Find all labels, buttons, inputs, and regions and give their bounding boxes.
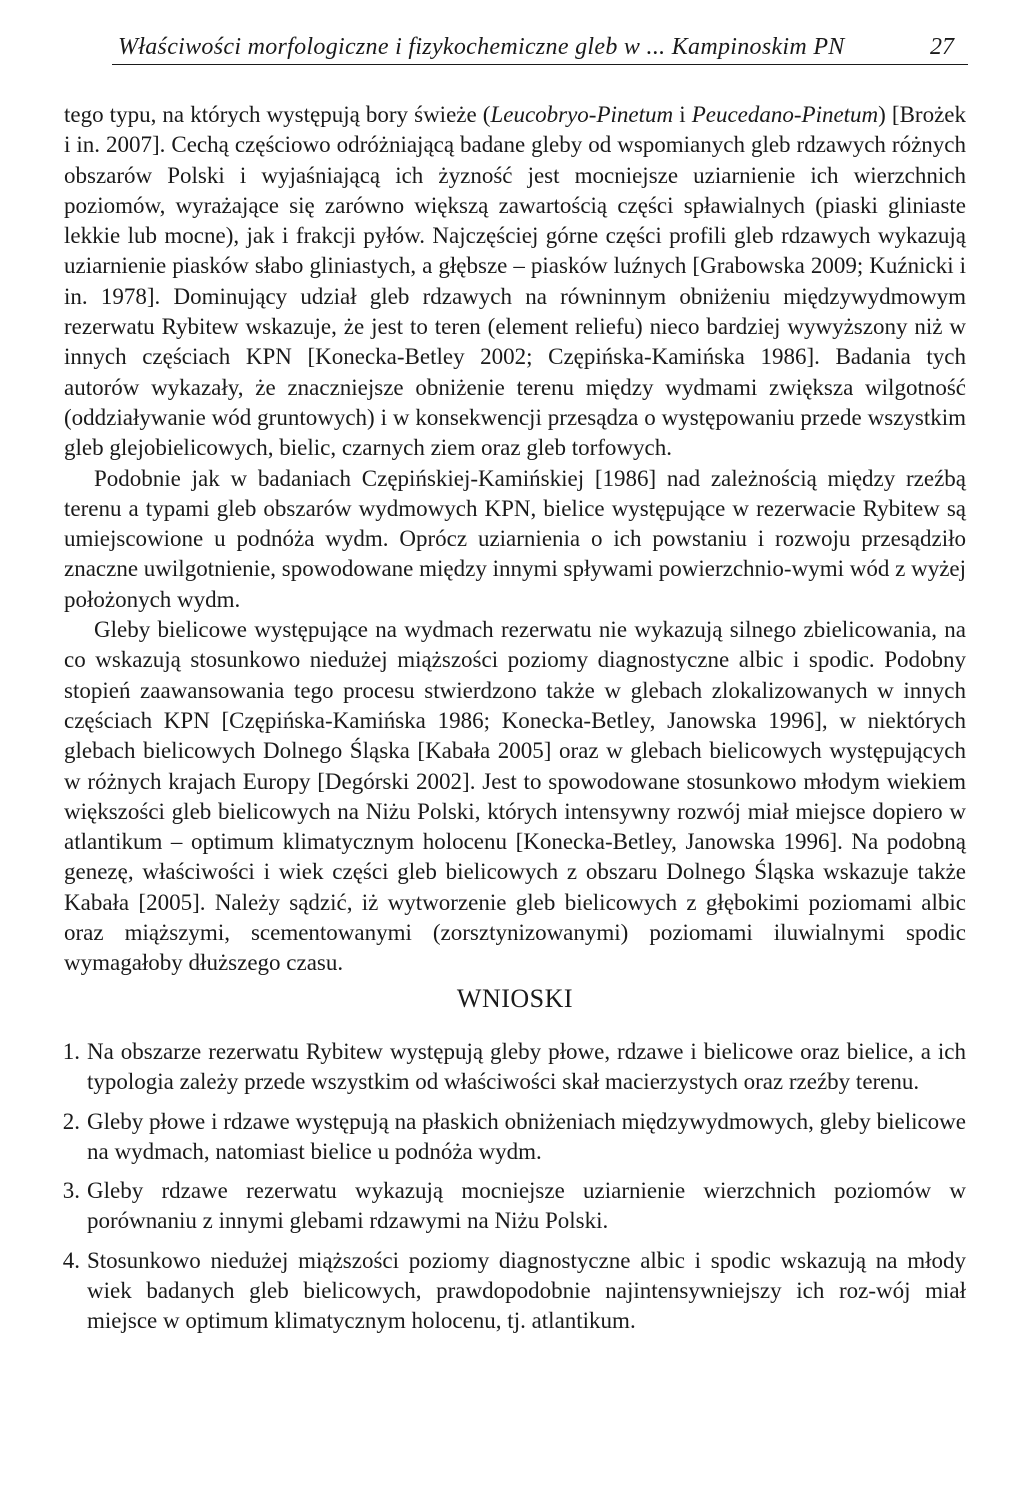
paragraph-3: Gleby bielicowe występujące na wydmach rezerwatu nie wykazują silnego zbielicowania, na co wskazują stosunkowo niedużej miąższości poziomy diagnostyczne albic i spodic. Podobny stopień zaawansowania tego procesu stwierdzono także w glebach zlokalizowanych w innych częściach KPN [Czępińska-Kamińska 1986; Konecka-Betley, Janowska 1996], w niektórych glebach bielicowych Dolnego Śląska [Kabała 2005] oraz w glebach bielicowych występujących w różnych krajach Europy [Degórski 2002]. Jest to spowodowane stosunkowo młodym wiekiem większości gleb bielicowych na Niżu Polski, których intensywny rozwój miał miejsce dopiero w atlantikum – optimum klimatycznym holocenu [Konecka-Betley, Janowska 1996]. Na podobną genezę, właściwości i wiek części gleb bielicowych z obszaru Dolnego Śląska wskazuje także Kabała [2005]. Należy sądzić, iż wytworzenie gleb bielicowych z głębokimi poziomami albic oraz miąższymi, scementowanymi (zorsztynizowanymi) poziomami iluwialnymi spodic wymagałoby dłuższego czasu. <box>64 617 966 976</box>
page-number: 27 <box>930 34 954 60</box>
paragraph-1-part-1: tego typu, na których występują bory świeże ( <box>64 102 491 127</box>
paragraph-1 <box>64 100 966 464</box>
conclusion-number: 4. <box>62 1247 80 1273</box>
conclusion-number: 3. <box>62 1178 80 1204</box>
section-title-conclusions: WNIOSKI <box>456 984 574 1013</box>
conclusion-item <box>64 1246 966 1337</box>
conclusion-item <box>64 1107 966 1168</box>
paragraph-2: Podobnie jak w badaniach Czępińskiej-Kamińskiej [1986] nad zależnością między rzeźbą terenu a typami gleb obszarów wydmowych KPN, bielice występujące w rezerwacie Rybitew są umiejscowione u podnóża wydm. Oprócz uziarnienia o ich powstaniu i rozwoju przesądziło znaczne uwilgotnienie, spowodowane między innymi spływami powierzchnio-wymi wód z wyżej położonych wydm. <box>64 465 966 612</box>
conclusion-item <box>64 1037 966 1098</box>
running-header <box>112 30 968 65</box>
running-header-title: Właściwości morfologiczne i fizykochemiczne gleb w ... Kampinoskim PN <box>118 34 845 60</box>
taxon-peucedano-pinetum: Peucedano-Pinetum <box>691 102 879 127</box>
conclusion-item <box>64 1176 966 1237</box>
conclusion-number: 2. <box>62 1108 80 1134</box>
conclusion-text: Na obszarze rezerwatu Rybitew występują gleby płowe, rdzawe i bielicowe oraz bielice, a ich typologia zależy przede wszystkim od właściwości skał macierzystych oraz rzeźby terenu. <box>87 1039 966 1095</box>
taxon-leucobryo-pinetum: Leucobryo-Pinetum <box>490 102 674 127</box>
paragraph-1-part-2: i <box>673 102 692 127</box>
conclusions-list <box>64 1037 966 1346</box>
conclusion-text: Gleby rdzawe rezerwatu wykazują mocniejsze uziarnienie wierzchnich poziomów w porównaniu z innymi glebami rdzawymi na Niżu Polski. <box>87 1178 966 1234</box>
paragraph-1-part-3: ) [Brożek i in. 2007]. Cechą częściowo odróżniającą badane gleby od wspomianych gleb rdzawych różnych obszarów Polski i wyjaśniającą ich żyzność jest mocniejsze uziarnienie ich wierzchnich poziomów, wyrażające się zarówno większą zawartością części spławialnych (piaski gliniaste lekkie lub mocne), jak i frakcji pyłów. Najczęściej górne części profili gleb rdzawych wykazują uziarnienie piasków słabo gliniastych, a głębsze – piasków luźnych [Grabowska 2009; Kuźnicki i in. 1978]. Dominujący udział gleb rdzawych na równinnym obniżeniu międzywydmowym rezerwatu Rybitew wskazuje, że jest to teren (element reliefu) nieco bardziej wywyższony niż w innych częściach KPN [Konecka-Betley 2002; Czępińska-Kamińska 1986]. Badania tych autorów wykazały, że znaczniejsze obniżenie terenu między wydmami zwiększa wilgotność (oddziaływanie wód gruntowych) i w konsekwencji przesądza o występowaniu przede wszystkim gleb glejobielicowych, bielic, czarnych ziem oraz gleb torfowych. <box>64 102 966 461</box>
conclusion-number: 1. <box>62 1039 80 1064</box>
body-text <box>64 100 966 979</box>
conclusion-text: Stosunkowo niedużej miąższości poziomy diagnostyczne albic i spodic wskazują na młody wiek badanych gleb bielicowych, prawdopodobnie najintensywniejszy ich roz-wój miał miejsce w optimum klimatycznym holocenu, tj. atlantikum. <box>87 1247 966 1334</box>
conclusion-text: Gleby płowe i rdzawe występują na płaskich obniżeniach międzywydmowych, gleby bielicowe na wydmach, natomiast bielice u podnóża wydm. <box>87 1108 966 1164</box>
